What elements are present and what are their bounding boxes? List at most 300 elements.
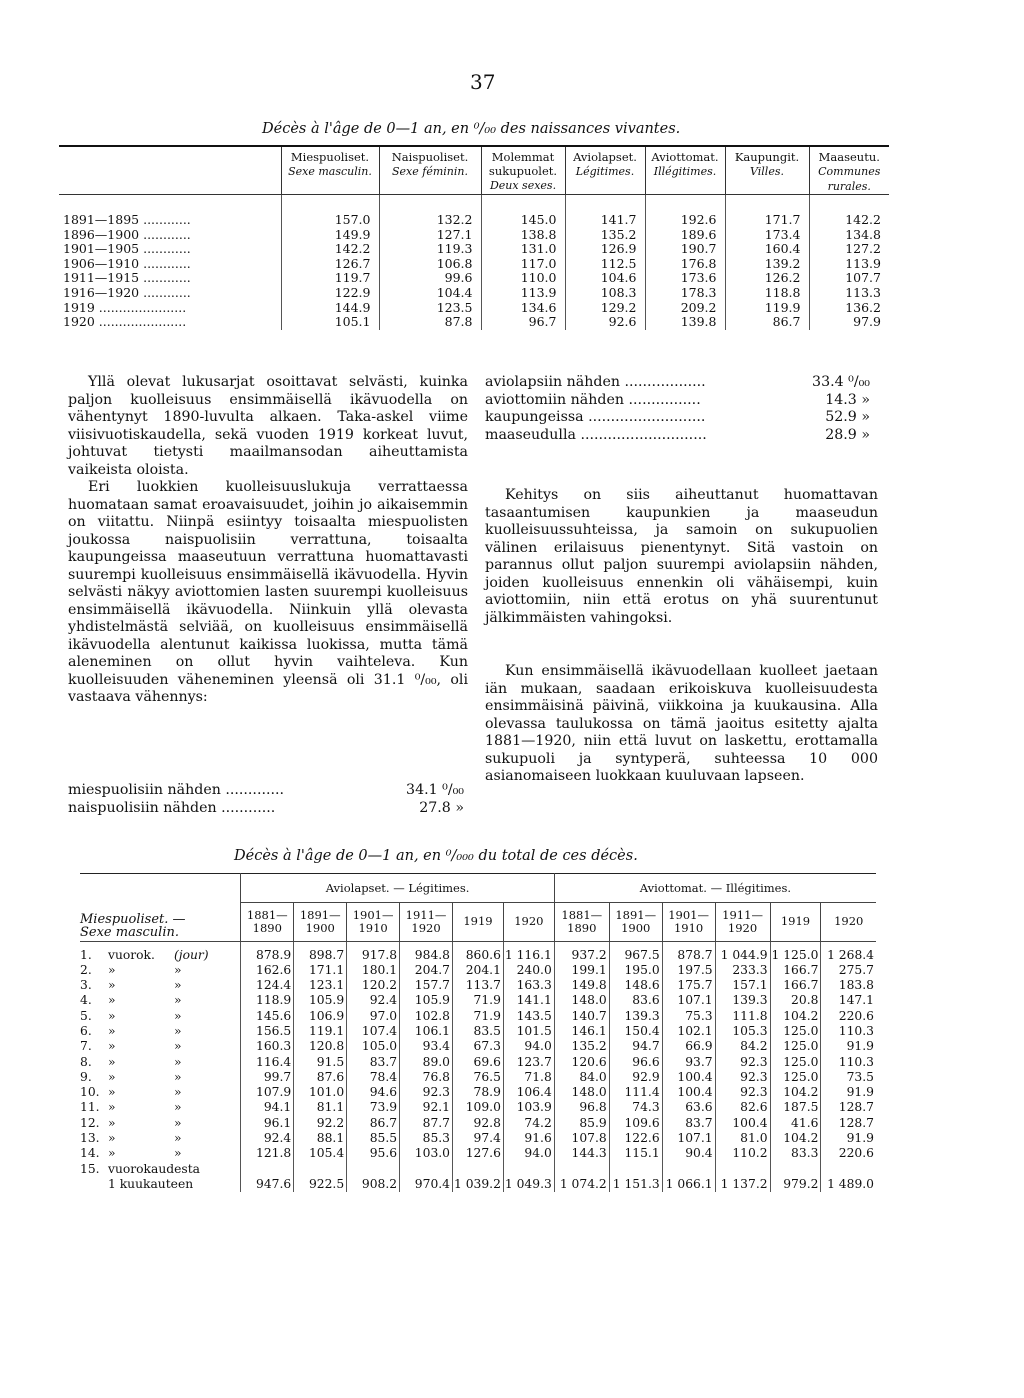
rate-leader-dots: ..................: [619, 374, 706, 390]
table2-cell: 85.5: [347, 1131, 400, 1146]
rate-row: [485, 374, 870, 392]
table2-cell: 898.7: [294, 941, 347, 963]
rate-label: [485, 409, 705, 427]
table2-cell: 1 489.0: [821, 1162, 876, 1192]
table2-cell: 91.9: [821, 1039, 876, 1054]
table2-cell: 102.8: [400, 1009, 453, 1024]
table2-cell: 105.3: [715, 1024, 770, 1039]
table2-cell: 123.7: [503, 1055, 554, 1070]
right-rates-list: [485, 374, 870, 444]
table2-cell: 220.6: [821, 1146, 876, 1161]
table1-header-blank: [59, 146, 281, 195]
table1-cell: 139.8: [645, 315, 725, 330]
table1-cell: 171.7: [725, 195, 809, 228]
table2-row: [80, 1146, 876, 1161]
table1-cell: 127.2: [809, 242, 889, 257]
table1-row: [59, 257, 889, 272]
table2-cell: 1 268.4: [821, 941, 876, 963]
table2-cell: 922.5: [294, 1162, 347, 1192]
row-label: [59, 242, 281, 257]
right-text-column-2: [485, 663, 878, 786]
table1-cell: 145.0: [481, 195, 565, 228]
table2-cell: 96.8: [554, 1100, 609, 1115]
table2-cell: 146.1: [554, 1024, 609, 1039]
leader-dots: ......................: [94, 299, 187, 315]
table2-cell: 1 039.2: [453, 1162, 504, 1192]
table2-row: [80, 978, 876, 993]
table1-cell: 141.7: [565, 195, 645, 228]
rate-row: [485, 392, 870, 410]
table1-cell: 110.0: [481, 271, 565, 286]
table2-cell: 109.6: [609, 1116, 662, 1131]
age-unit-fr: »: [174, 1131, 182, 1146]
table2-cell: 91.9: [821, 1085, 876, 1100]
table1-row: [59, 195, 889, 228]
table2-row: [80, 993, 876, 1008]
table2-group-blank: [80, 874, 241, 903]
period-label: 1916—1920: [63, 284, 140, 300]
table2-cell: 240.0: [503, 963, 554, 978]
table2-cell: 143.5: [503, 1009, 554, 1024]
rate-leader-dots: ............................: [575, 426, 707, 443]
header-fr: Deux sexes.: [489, 179, 557, 192]
row-label: [59, 286, 281, 301]
age-unit-fr: »: [174, 1146, 182, 1161]
table1-cell: 134.6: [481, 301, 565, 316]
table2-cell: 41.6: [770, 1116, 821, 1131]
table1-header: [645, 146, 725, 195]
table1-cell: 117.0: [481, 257, 565, 272]
table2-cell: 1 137.2: [715, 1162, 770, 1192]
table2-cell: 88.1: [294, 1131, 347, 1146]
age-label: [80, 1131, 241, 1146]
table2-cell: 111.4: [609, 1085, 662, 1100]
table2-cell: 125.0: [770, 1039, 821, 1054]
table2-cell: 917.8: [347, 941, 400, 963]
age-label: [80, 1055, 241, 1070]
table2-cell: 1 074.2: [554, 1162, 609, 1192]
age-unit-label: »: [108, 1008, 116, 1023]
table2-cell: 141.1: [503, 993, 554, 1008]
rate-label-text: aviolapsiin nähden: [485, 374, 620, 390]
table2-cell: 94.1: [241, 1100, 294, 1115]
rate-value: 34.1 ⁰/₀₀: [406, 782, 464, 798]
header-fi: Naispuoliset.: [391, 150, 469, 164]
age-label: [80, 941, 241, 963]
rate-label: [485, 427, 707, 445]
period-label: 1911—1915: [63, 270, 140, 286]
table1-cell: 113.3: [809, 286, 889, 301]
table2-period-header: 1901— 1910: [347, 903, 400, 942]
table2-cell: 1 116.1: [503, 941, 554, 963]
table2-cell: 128.7: [821, 1116, 876, 1131]
age-unit-label: »: [108, 993, 116, 1008]
table2-row: [80, 963, 876, 978]
table1-cell: 192.6: [645, 195, 725, 228]
table1-cell: 135.2: [565, 228, 645, 243]
rate-label: [68, 782, 284, 800]
table2-cell: 91.6: [503, 1131, 554, 1146]
table2-cell: 204.7: [400, 963, 453, 978]
table2-cell: 122.6: [609, 1131, 662, 1146]
table2-period-header: 1911— 1920: [715, 903, 770, 942]
table2-row: [80, 1100, 876, 1115]
table2-row: [80, 1116, 876, 1131]
table1-cell: 209.2: [645, 301, 725, 316]
table2-cell: 94.6: [347, 1085, 400, 1100]
table2-cell: 121.8: [241, 1146, 294, 1161]
table2-cell: 118.9: [241, 993, 294, 1008]
table2-cell: 233.3: [715, 963, 770, 978]
age-unit-fr: »: [174, 1039, 182, 1054]
table1-cell: 122.9: [281, 286, 379, 301]
table1-cell: 149.9: [281, 228, 379, 243]
age-number: 11.: [80, 1100, 100, 1115]
table2-cell: 74.3: [609, 1100, 662, 1115]
table2-cell: 139.3: [715, 993, 770, 1008]
table2-cell: 105.9: [400, 993, 453, 1008]
age-label: [80, 1070, 241, 1085]
table2-cell: 75.3: [662, 1009, 715, 1024]
table2-cell: 125.0: [770, 1070, 821, 1085]
table1-row: [59, 228, 889, 243]
age-unit-fr: (jour): [174, 947, 209, 962]
table2-cell: 148.0: [554, 993, 609, 1008]
table2-cell: 166.7: [770, 963, 821, 978]
rate-value: 33.4 ⁰/₀₀: [812, 374, 870, 390]
age-label: [80, 1085, 241, 1100]
table2-cell: 106.9: [294, 1009, 347, 1024]
table2-cell: 107.9: [241, 1085, 294, 1100]
table2-cell: 87.7: [400, 1116, 453, 1131]
age-unit-label: »: [108, 1039, 116, 1054]
table2-cell: 878.7: [662, 941, 715, 963]
age-label: [80, 1039, 241, 1054]
row-label: [59, 257, 281, 272]
table2-row: [80, 1039, 876, 1054]
row-label: [59, 301, 281, 316]
table2-period-header: 1881— 1890: [554, 903, 609, 942]
age-unit-fr: »: [174, 1054, 182, 1069]
table2-cell: 150.4: [609, 1024, 662, 1039]
table2-cell: 96.6: [609, 1055, 662, 1070]
age-label: [80, 1146, 241, 1161]
page-number: 37: [470, 70, 496, 94]
table2-cell: 90.4: [662, 1146, 715, 1161]
table2-row: [80, 1024, 876, 1039]
table2-cell: 83.5: [453, 1024, 504, 1039]
table1-cell: 173.4: [725, 228, 809, 243]
table2-cell: 162.6: [241, 963, 294, 978]
header-fi: Kaupungit.: [734, 150, 800, 164]
table1-cell: 160.4: [725, 242, 809, 257]
table2-cell: 127.6: [453, 1146, 504, 1161]
leader-dots: ............: [139, 270, 191, 286]
rate-label-text: aviottomiin nähden: [485, 391, 625, 408]
table1-cell: 104.6: [565, 271, 645, 286]
table2-cell: 107.4: [347, 1024, 400, 1039]
table2-cell: 107.8: [554, 1131, 609, 1146]
table2-cell: 100.4: [662, 1085, 715, 1100]
rate-leader-dots: ..........................: [583, 409, 706, 425]
age-unit-label: »: [108, 1131, 116, 1146]
table2-cell: 73.5: [821, 1070, 876, 1085]
table1-cell: 99.6: [379, 271, 481, 286]
rate-row: [68, 782, 464, 800]
table2-row: [80, 1162, 876, 1192]
table1-row: [59, 242, 889, 257]
period-label: 1919: [63, 299, 95, 315]
table1-cell: 118.8: [725, 286, 809, 301]
rate-label-text: miespuolisiin nähden: [68, 782, 221, 798]
age-label: [80, 1024, 241, 1039]
table2-cell: 92.9: [609, 1070, 662, 1085]
table2-cell: 93.4: [400, 1039, 453, 1054]
left-paragraph-2: Eri luokkien kuolleisuuslukuja verrattaessa huomataan samat eroavaisuudet, joihin jo aikaisemmin on viitattu. Niinpä esiintyy toisaalta miespuolisten joukossa naispuolisiin verrattuna, toisaalta kaupungeissa maaseutuun verrattuna huomattavasti suurempi kuolleisuus ensimmäisellä ikävuodella. Hyvin selvästi näkyy aviottomien lasten suurempi kuolleisuus ensimmäisellä ikävuodella. Niinkuin yllä olevasta yhdistelmästä selviää, on kuolleisuus ensimmäisellä ikävuodella alentunut kaikissa luokissa, mutta tämä aleneminen on ollut hyvin vaihteleva. Kun kuolleisuuden väheneminen yleensä oli 31.1 ⁰/₀₀, oli vastaava vähennys:: [68, 479, 468, 705]
header-fr: Sexe féminin.: [392, 165, 468, 178]
table2-cell: 69.6: [453, 1055, 504, 1070]
table2-cell: 147.1: [821, 993, 876, 1008]
table1-cell: 142.2: [809, 195, 889, 228]
table2-cell: 199.1: [554, 963, 609, 978]
table2-cell: 195.0: [609, 963, 662, 978]
table2-cell: 92.3: [715, 1085, 770, 1100]
table2-cell: 106.1: [400, 1024, 453, 1039]
table1-cell: 113.9: [809, 257, 889, 272]
left-text-column: [68, 374, 468, 707]
table2-cell: 97.4: [453, 1131, 504, 1146]
age-unit-label: »: [108, 1100, 116, 1115]
age-label: [80, 1116, 241, 1131]
table2-cell: 183.8: [821, 978, 876, 993]
table2-cell: 125.0: [770, 1024, 821, 1039]
header-fi: Aviolapset.: [573, 150, 637, 164]
age-unit-fr: »: [174, 1100, 182, 1115]
age-number: 1.: [80, 947, 92, 962]
age-number: 8.: [80, 1054, 92, 1069]
table1-cell: 134.8: [809, 228, 889, 243]
header-fi: Aviottomat.: [651, 150, 719, 164]
period-label: 1896—1900: [63, 226, 140, 242]
table2-cell: 103.0: [400, 1146, 453, 1161]
table2-cell: 92.1: [400, 1100, 453, 1115]
right-paragraph-1: Kehitys on siis aiheuttanut huomattavan tasaantumisen kaupunkien ja maaseudun kuolleisuussuhteissa, ja samoin on sukupuolien välinen erilaisuus pienentynyt. Sitä vastoin on parannus ollut paljon suurempi aviolapsiin nähden, joiden kuolleisuus ennenkin oli vähäisempi, kuin aviottomiin, niin että erotus on yhä suurentunut jälkimmäisten vahingoksi.: [485, 487, 878, 626]
table2-cell: 85.9: [554, 1116, 609, 1131]
table2-cell: 124.4: [241, 978, 294, 993]
table2-row: [80, 1055, 876, 1070]
table2-cell: 84.0: [554, 1070, 609, 1085]
table1-cell: 126.2: [725, 271, 809, 286]
table1-header: [481, 146, 565, 195]
table2-period-header: 1901— 1910: [662, 903, 715, 942]
period-label: 1901—1905: [63, 241, 140, 257]
table2-cell: 110.3: [821, 1024, 876, 1039]
table2-period-row: [80, 903, 876, 942]
table1-header-row: [59, 146, 889, 195]
table1-row: [59, 271, 889, 286]
leader-dots: ............: [139, 255, 191, 271]
table2-cell: 163.3: [503, 978, 554, 993]
table2-cell: 187.5: [770, 1100, 821, 1115]
age-label: [80, 1009, 241, 1024]
table2-cell: 156.5: [241, 1024, 294, 1039]
table1-cell: 157.0: [281, 195, 379, 228]
table2-cell: 96.1: [241, 1116, 294, 1131]
table2-cell: 180.1: [347, 963, 400, 978]
leader-dots: ............: [139, 212, 191, 227]
table2-cell: 92.3: [400, 1085, 453, 1100]
row-label: [59, 271, 281, 286]
table2-cell: 100.4: [662, 1070, 715, 1085]
table2-cell: 66.9: [662, 1039, 715, 1054]
table2-cell: 104.2: [770, 1131, 821, 1146]
table2-cell: 139.3: [609, 1009, 662, 1024]
row-label: [59, 315, 281, 330]
table2-cell: 1 151.3: [609, 1162, 662, 1192]
table2-cell: 101.5: [503, 1024, 554, 1039]
table2-cell: 92.3: [715, 1070, 770, 1085]
header-fr: Légitimes.: [575, 165, 635, 178]
age-number: 3.: [80, 978, 92, 993]
rate-label: [68, 800, 275, 818]
table2-cell: 86.7: [347, 1116, 400, 1131]
table2-cell: 116.4: [241, 1055, 294, 1070]
age-label: [80, 1100, 241, 1115]
age-unit-label: »: [108, 1054, 116, 1069]
table2-period-header: 1920: [821, 903, 876, 942]
table1-caption: Décès à l'âge de 0—1 an, en ⁰/₀₀ des naissances vivantes.: [262, 121, 681, 137]
table2-period-header: 1920: [503, 903, 554, 942]
table2-group-row: [80, 874, 876, 903]
age-at-death-table: [80, 873, 876, 1192]
table1-cell: 173.6: [645, 271, 725, 286]
age-unit-label: vuorokaudesta: [108, 1161, 200, 1176]
table2-cell: 67.3: [453, 1039, 504, 1054]
table2-cell: 166.7: [770, 978, 821, 993]
age-unit-fr: »: [174, 1008, 182, 1023]
table1-cell: 131.0: [481, 242, 565, 257]
header-fr: Illégitimes.: [653, 165, 717, 178]
age-number: 10.: [80, 1085, 100, 1100]
table2-cell: 71.9: [453, 993, 504, 1008]
rate-label: [485, 374, 706, 392]
table2-group-legitimate: Aviolapset. — Légitimes.: [241, 874, 554, 903]
table2-cell: 83.7: [347, 1055, 400, 1070]
table2-group-illegitimate: Aviottomat. — Illégitimes.: [554, 874, 876, 903]
leader-dots: ............: [139, 241, 191, 257]
table2-cell: 105.9: [294, 993, 347, 1008]
table2-cell: 82.6: [715, 1100, 770, 1115]
table1-cell: 144.9: [281, 301, 379, 316]
age-number: 12.: [80, 1115, 100, 1130]
header-fi: Miespuoliset.: [290, 150, 370, 164]
age-unit-label: »: [108, 1085, 116, 1100]
table2-cell: 78.9: [453, 1085, 504, 1100]
left-paragraph-1: Yllä olevat lukusarjat osoittavat selvästi, kuinka paljon kuolleisuus ensimmäisellä ikävuodella on vähentynyt 1890-luvulta alkaen. Taka-askel viime viisivuotiskaudella, sekä vuoden 1919 korkeat luvut, johtuvat tietysti maailmansodan aiheuttamista vaikeista oloista.: [68, 374, 468, 478]
table1-header: [809, 146, 889, 195]
table1-cell: 123.5: [379, 301, 481, 316]
table2-row: [80, 1009, 876, 1024]
table1-cell: 119.9: [725, 301, 809, 316]
table2-row: [80, 941, 876, 963]
table2-cell: 99.7: [241, 1070, 294, 1085]
table2-cell: 94.0: [503, 1146, 554, 1161]
table2-cell: 123.1: [294, 978, 347, 993]
table2-cell: 157.7: [400, 978, 453, 993]
age-unit-fr: »: [174, 1085, 182, 1100]
leader-dots: ......................: [94, 314, 187, 330]
age-unit-label-2: 1 kuukauteen: [108, 1176, 194, 1191]
table2-cell: 140.7: [554, 1009, 609, 1024]
table2-cell: 107.1: [662, 1131, 715, 1146]
rate-row: [68, 800, 464, 818]
table2-cell: 63.6: [662, 1100, 715, 1115]
table2-cell: 106.4: [503, 1085, 554, 1100]
table2-cell: 87.6: [294, 1070, 347, 1085]
table2-cell: 92.2: [294, 1116, 347, 1131]
table1-cell: 96.7: [481, 315, 565, 330]
table1-header: [281, 146, 379, 195]
age-unit-label: vuorok.: [108, 947, 155, 962]
table2-cell: 197.5: [662, 963, 715, 978]
table1-header: [565, 146, 645, 195]
table1-cell: 132.2: [379, 195, 481, 228]
table2-cell: 92.3: [715, 1055, 770, 1070]
table2-cell: 111.8: [715, 1009, 770, 1024]
table2-cell: 94.7: [609, 1039, 662, 1054]
table1-header: [725, 146, 809, 195]
table2-cell: 144.3: [554, 1146, 609, 1161]
rate-row: [485, 409, 870, 427]
header-fi: Molemmat sukupuolet.: [488, 150, 558, 178]
age-number: 2.: [80, 962, 92, 977]
table1-row: [59, 301, 889, 316]
table2-cell: 101.0: [294, 1085, 347, 1100]
table2-cell: 119.1: [294, 1024, 347, 1039]
rate-value: 27.8 »: [419, 799, 464, 816]
table2-row: [80, 1131, 876, 1146]
table2-period-header: 1891— 1900: [294, 903, 347, 942]
sex-label-fi: Miespuoliset. —: [80, 911, 186, 927]
age-number: 15.: [80, 1161, 100, 1176]
table1-cell: 92.6: [565, 315, 645, 330]
rate-leader-dots: ............: [216, 799, 276, 816]
table1-header: [379, 146, 481, 195]
table1-cell: 129.2: [565, 301, 645, 316]
table2-sex-label: [80, 903, 241, 942]
rate-label-text: naispuolisiin nähden: [68, 799, 217, 816]
table2-period-header: 1919: [770, 903, 821, 942]
table2-cell: 91.5: [294, 1055, 347, 1070]
rate-value: 52.9 »: [825, 409, 870, 425]
table2-cell: 83.6: [609, 993, 662, 1008]
table1-cell: 119.3: [379, 242, 481, 257]
table2-cell: 947.6: [241, 1162, 294, 1192]
period-label: 1891—1895: [63, 212, 140, 227]
table2-cell: 103.9: [503, 1100, 554, 1115]
table1-cell: 126.9: [565, 242, 645, 257]
age-unit-label: »: [108, 1146, 116, 1161]
rate-value: 28.9 »: [825, 426, 870, 443]
table2-cell: 860.6: [453, 941, 504, 963]
leader-dots: ............: [139, 284, 191, 300]
table1-cell: 97.9: [809, 315, 889, 330]
table2-cell: 85.3: [400, 1131, 453, 1146]
table2-cell: 120.2: [347, 978, 400, 993]
table2-row: [80, 1085, 876, 1100]
table2-cell: 115.1: [609, 1146, 662, 1161]
table2-cell: 220.6: [821, 1009, 876, 1024]
